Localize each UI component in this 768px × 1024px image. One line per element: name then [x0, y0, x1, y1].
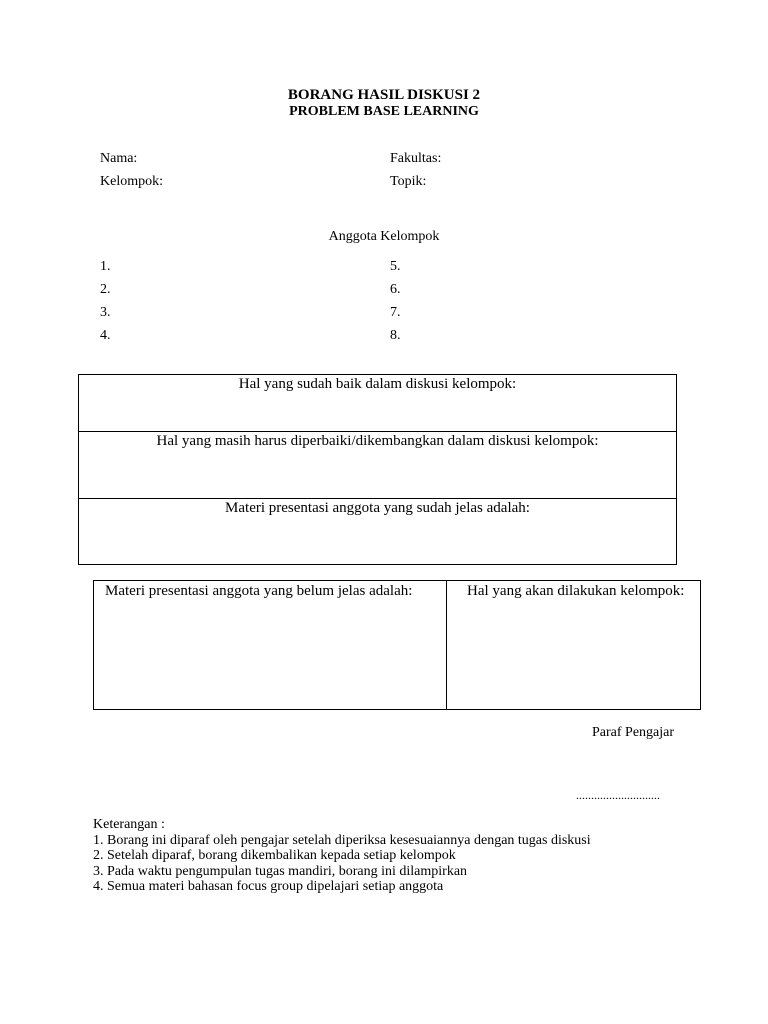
group-action-header: Hal yang akan dilakukan kelompok: — [467, 583, 685, 599]
notes-section — [93, 817, 591, 895]
form-title: BORANG HASIL DISKUSI 2 — [287, 87, 481, 103]
member-number: 1. — [100, 259, 111, 274]
signature-line: ............................ — [576, 788, 660, 802]
kelompok-label: Kelompok: — [100, 174, 163, 189]
members-heading: Anggota Kelompok — [328, 229, 440, 244]
member-number: 7. — [390, 305, 401, 320]
fakultas-label: Fakultas: — [390, 151, 442, 166]
column-divider — [446, 581, 447, 709]
note-item: 1. Borang ini diparaf oleh pengajar setelah diperiksa kesesuaiannya dengan tugas diskusi — [93, 832, 591, 848]
note-item: 4. Semua materi bahasan focus group dipelajari setiap anggota — [93, 879, 444, 894]
form-subtitle: PROBLEM BASE LEARNING — [289, 104, 479, 119]
row-good-points: Hal yang sudah baik dalam diskusi kelompok: — [238, 376, 517, 392]
row-divider — [79, 498, 676, 499]
row-clear-material: Materi presentasi anggota yang sudah jelas adalah: — [225, 500, 530, 516]
note-item: 2. Setelah diparaf, borang dikembalikan kepada setiap kelompok — [93, 848, 456, 863]
followup-table — [93, 580, 701, 710]
member-number: 5. — [390, 259, 401, 274]
notes-heading: Keterangan : — [93, 817, 165, 832]
member-number: 2. — [100, 282, 111, 297]
member-number: 4. — [100, 328, 111, 343]
member-number: 3. — [100, 305, 111, 320]
note-item: 3. Pada waktu pengumpulan tugas mandiri, borang ini dilampirkan — [93, 863, 468, 879]
topik-label: Topik: — [390, 174, 427, 189]
member-number: 6. — [390, 282, 401, 297]
row-divider — [79, 431, 676, 432]
row-improvements: Hal yang masih harus diperbaiki/dikembangkan dalam diskusi kelompok: — [156, 433, 599, 449]
discussion-table — [78, 374, 677, 565]
member-number: 8. — [390, 328, 401, 343]
nama-label: Nama: — [100, 151, 138, 166]
signature-label: Paraf Pengajar — [592, 725, 675, 740]
unclear-material-header: Materi presentasi anggota yang belum jelas adalah: — [105, 583, 413, 599]
